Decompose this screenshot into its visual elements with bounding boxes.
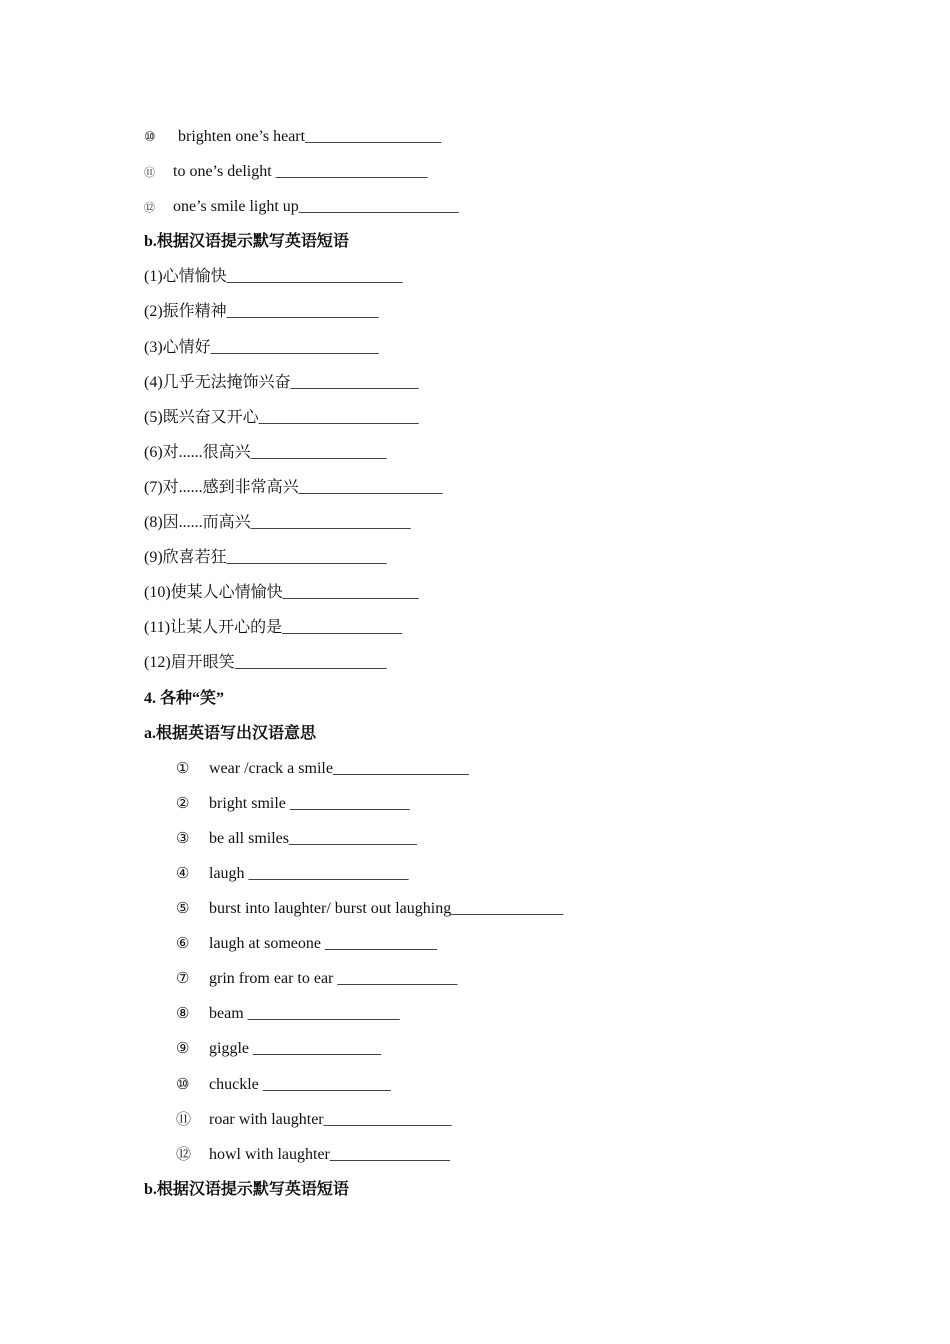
worksheet-content [144, 119, 904, 1207]
english-phrase-item [144, 786, 904, 821]
item-text: laugh ____________________ [209, 864, 409, 882]
item-number: ⑫ [144, 201, 155, 215]
item-text: howl with laughter_______________ [209, 1145, 450, 1163]
chinese-prompt-item: (8)因......而高兴____________________ [144, 514, 411, 532]
chinese-prompt-item: (5)既兴奋又开心____________________ [144, 408, 419, 426]
english-phrase-item [144, 891, 904, 926]
item-text: be all smiles________________ [209, 829, 417, 847]
english-phrase-item [144, 1137, 904, 1172]
section3-b-heading: b.根据汉语提示默写英语短语 [144, 233, 349, 251]
item-number: ⑧ [176, 1004, 190, 1023]
english-phrase-item [144, 926, 904, 961]
item-number: ⑩ [144, 130, 156, 145]
item-text: grin from ear to ear _______________ [209, 970, 458, 988]
english-phrase-item [144, 751, 904, 786]
section4-b-heading: b.根据汉语提示默写英语短语 [144, 1180, 349, 1198]
phrase-item-12 [144, 189, 904, 224]
chinese-prompt-item: (12)眉开眼笑___________________ [144, 654, 387, 672]
item-text: laugh at someone ______________ [209, 935, 437, 953]
item-number: ① [176, 758, 190, 777]
item-text: one’s smile light up____________________ [173, 198, 459, 216]
item-text: bright smile _______________ [209, 794, 410, 812]
chinese-prompt-item: (7)对......感到非常高兴__________________ [144, 478, 443, 496]
item-text: giggle ________________ [209, 1040, 381, 1058]
chinese-prompt-item: (9)欣喜若狂____________________ [144, 549, 387, 567]
english-phrase-item [144, 856, 904, 891]
item-text: chuckle ________________ [209, 1075, 391, 1093]
item-number: ③ [176, 828, 190, 847]
section4-title: 4. 各种“笑” [144, 689, 225, 707]
english-phrase-item [144, 961, 904, 996]
section4-a-heading: a.根据英语写出汉语意思 [144, 724, 317, 742]
english-phrase-item [144, 1031, 904, 1066]
english-phrase-item [144, 821, 904, 856]
item-text: burst into laughter/ burst out laughing______________ [209, 900, 564, 918]
item-text: wear /crack a smile_________________ [209, 759, 469, 777]
item-text: to one’s delight ___________________ [173, 163, 428, 181]
chinese-prompt-item: (2)振作精神___________________ [144, 303, 379, 321]
english-phrase-item [144, 1067, 904, 1102]
phrase-item-10 [144, 119, 904, 154]
phrase-item-11 [144, 154, 904, 189]
item-number: ⑪ [144, 166, 155, 180]
english-phrase-item [144, 996, 904, 1031]
chinese-prompt-item: (1)心情愉快______________________ [144, 268, 403, 286]
item-number: ⑦ [176, 969, 190, 988]
item-number: ⑥ [176, 934, 190, 953]
item-number: ⑩ [176, 1074, 190, 1093]
item-text: brighten one’s heart_________________ [178, 128, 442, 145]
item-text: beam ___________________ [209, 1005, 400, 1023]
chinese-prompt-item: (4)几乎无法掩饰兴奋________________ [144, 373, 419, 391]
item-number: ⑪ [176, 1109, 192, 1128]
item-number: ⑫ [176, 1144, 192, 1163]
chinese-prompt-item: (10)使某人心情愉快_________________ [144, 584, 419, 602]
item-number: ⑨ [176, 1039, 190, 1058]
item-number: ⑤ [176, 899, 190, 918]
chinese-prompt-item: (11)让某人开心的是_______________ [144, 619, 403, 637]
chinese-prompt-item: (3)心情好_____________________ [144, 338, 379, 356]
item-text: roar with laughter________________ [209, 1110, 452, 1128]
item-number: ④ [176, 863, 190, 882]
english-phrase-item [144, 1102, 904, 1137]
chinese-prompt-item: (6)对......很高兴_________________ [144, 443, 387, 461]
item-number: ② [176, 793, 190, 812]
